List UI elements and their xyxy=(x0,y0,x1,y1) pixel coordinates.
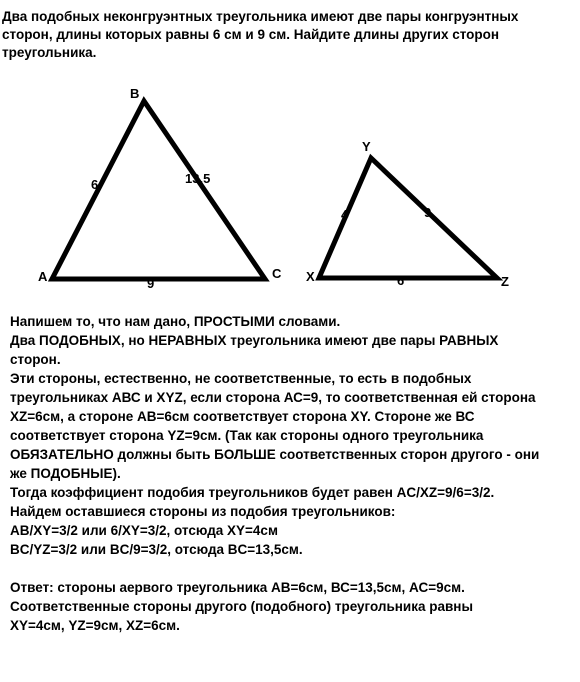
solution-text xyxy=(10,312,575,635)
answer-line: XY=4см, YZ=9см, XZ=6см. xyxy=(10,618,180,633)
solution-line xyxy=(10,559,575,578)
solution-line: сторон. xyxy=(10,352,61,367)
solution-line: Тогда коэффициент подобия треугольников будет равен AC/XZ=9/6=3/2. xyxy=(10,485,495,500)
side-label-xz: 6 xyxy=(397,273,405,288)
vertex-label-y: Y xyxy=(362,139,371,154)
vertex-label-x: X xyxy=(306,269,315,284)
side-label-xy: 4 xyxy=(341,207,349,222)
side-label-ac: 9 xyxy=(147,276,155,291)
solution-line: Эти стороны, естественно, не соответственные, то есть в подобных xyxy=(10,371,472,386)
vertex-label-a: A xyxy=(38,269,48,284)
solution-line: BC/YZ=3/2 или BC/9=3/2, отсюда BC=13,5см. xyxy=(10,542,303,557)
triangles-figure xyxy=(0,80,580,310)
solution-line: Напишем то, что нам дано, ПРОСТЫМИ словами. xyxy=(10,314,341,329)
solution-line: ОБЯЗАТЕЛЬНО должны быть БОЛЬШЕ соответственных сторон другого - они xyxy=(10,447,540,462)
solution-line: соответствует сторона YZ=9см. (Так как стороны одного треугольника xyxy=(10,428,484,443)
answer-line: Ответ: стороны аервого треугольника АВ=6см, ВС=13,5см, АС=9см. xyxy=(10,580,465,595)
problem-line: сторон, длины которых равны 6 см и 9 см. Найдите длины других сторон xyxy=(2,27,500,42)
problem-statement xyxy=(2,8,572,62)
answer-line: Соответственные стороны другого (подобного) треугольника равны xyxy=(10,599,473,614)
problem-line: треугольника. xyxy=(2,45,97,60)
solution-line: же ПОДОБНЫЕ). xyxy=(10,466,121,481)
side-label-bc: 13,5 xyxy=(185,171,211,186)
solution-line: XZ=6см, а стороне АВ=6см соответствует сторона XY. Стороне же ВС xyxy=(10,409,475,424)
solution-line: треугольниках АВС и XYZ, если сторона АС=9, то соответственная ей сторона xyxy=(10,390,536,405)
solution-line: Два ПОДОБНЫХ, но НЕРАВНЫХ треугольника имеют две пары РАВНЫХ xyxy=(10,333,499,348)
solution-line: AB/XY=3/2 или 6/XY=3/2, отсюда XY=4см xyxy=(10,523,278,538)
vertex-label-z: Z xyxy=(501,274,509,289)
side-label-ab: 6 xyxy=(91,177,99,192)
vertex-label-b: B xyxy=(130,86,140,101)
triangle-abc xyxy=(52,101,265,279)
side-label-yz: 9 xyxy=(424,205,432,220)
problem-line: Два подобных неконгруэнтных треугольника имеют две пары конгруэнтных xyxy=(2,9,519,24)
vertex-label-c: C xyxy=(272,266,282,281)
solution-line: Найдем оставшиеся стороны из подобия треугольников: xyxy=(10,504,396,519)
